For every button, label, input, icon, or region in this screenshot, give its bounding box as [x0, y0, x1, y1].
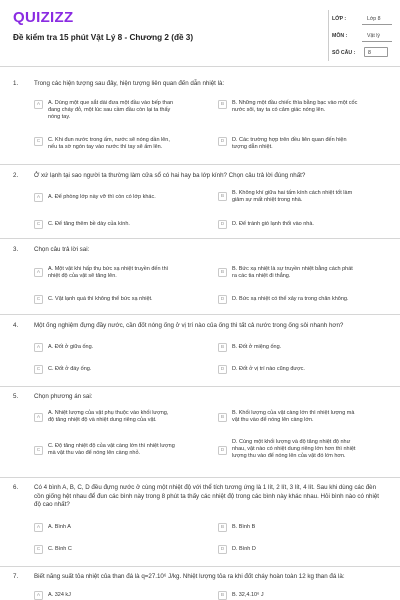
meta-underline: [362, 24, 392, 25]
option-text: C. Bình C: [48, 546, 72, 552]
option-letter: C: [34, 137, 43, 146]
quizizz-logo: QUIZIZZ: [13, 9, 74, 26]
option-d[interactable]: [218, 295, 393, 307]
option-letter: B: [218, 591, 227, 600]
question-text: Ở xứ lạnh tại sao người ta thường làm cửa sổ có hai hay ba lớp kính? Chọn câu trả lời đúng nhất?: [34, 172, 306, 179]
option-c[interactable]: [34, 365, 214, 377]
option-text: C. Vật lạnh quá thì không thể bức xạ nhiệt.: [48, 296, 153, 302]
question-divider: [0, 164, 400, 165]
option-letter: A: [34, 100, 43, 109]
option-a[interactable]: [34, 100, 214, 126]
option-b[interactable]: [218, 190, 393, 208]
option-b[interactable]: [218, 410, 393, 428]
option-text: D. Bức xạ nhiệt có thể xảy ra trong chân không.: [232, 296, 349, 302]
option-letter: C: [34, 446, 43, 455]
question-divider: [0, 477, 400, 478]
option-text: A. Bình A: [48, 524, 71, 530]
meta-label: SỐ CÂU :: [332, 50, 356, 56]
option-letter: B: [218, 268, 227, 277]
option-d[interactable]: [218, 137, 393, 157]
question-text: Chọn câu trả lời sai:: [34, 246, 90, 253]
option-text: D. Các trường hợp trên đều liên quan đến hiện tượng dẫn nhiệt.: [232, 137, 347, 151]
question-number: 6.: [13, 484, 19, 491]
option-text: A. 324 kJ: [48, 592, 71, 598]
option-letter: A: [34, 268, 43, 277]
option-d[interactable]: [218, 220, 393, 232]
meta-underline: [362, 41, 392, 42]
option-a[interactable]: [34, 343, 214, 355]
option-b[interactable]: [218, 343, 393, 355]
question-divider: [0, 314, 400, 315]
option-a[interactable]: [34, 266, 214, 284]
option-letter: A: [34, 591, 43, 600]
option-text: D. Để tránh gió lạnh thổi vào nhà.: [232, 221, 314, 227]
option-c[interactable]: [34, 137, 214, 157]
option-c[interactable]: [34, 545, 214, 557]
option-letter: B: [218, 100, 227, 109]
question-number: 3.: [13, 246, 19, 253]
option-text: C. Đốt ở đáy ống.: [48, 366, 92, 372]
meta-subject-row: [328, 27, 392, 44]
meta-value: 8: [368, 50, 371, 56]
option-letter: B: [218, 343, 227, 352]
option-letter: A: [34, 523, 43, 532]
option-text: B. Những một đầu chiếc thìa bằng bạc vào một cốc nước sôi, tay ta có cảm giác nóng lên.: [232, 100, 358, 114]
page-title: Đề kiểm tra 15 phút Vật Lý 8 - Chương 2 (đề 3): [13, 33, 194, 42]
option-letter: B: [218, 413, 227, 422]
option-letter: C: [34, 545, 43, 554]
option-text: B. Bức xạ nhiệt là sự truyền nhiệt bằng cách phát ra các tia nhiệt đi thẳng.: [232, 266, 353, 280]
option-text: B. 32,4.10⁶ J: [232, 592, 264, 598]
meta-label: LỚP :: [332, 16, 347, 22]
option-text: A. Dùng một que sắt dài đưa một đầu vào bếp than đang cháy đỏ, một lúc sau cầm đầu còn lại ta thấy nóng tay.: [48, 100, 174, 121]
question-number: 7.: [13, 573, 19, 580]
question-text: Chọn phương án sai:: [34, 393, 93, 400]
question-text: Một ống nghiệm đựng đầy nước, cần đốt nóng ống ở vị trí nào của ống thì tất cả nước trong ống sôi nhanh hơn?: [34, 322, 344, 329]
question-number: 4.: [13, 322, 19, 329]
option-letter: C: [34, 295, 43, 304]
option-letter: B: [218, 523, 227, 532]
option-letter: C: [34, 365, 43, 374]
question-number: 5.: [13, 393, 19, 400]
option-text: B. Bình B: [232, 524, 256, 530]
question-text: Có 4 bình A, B, C, D đều đựng nước ở cùng một nhiệt độ với thể tích tương ứng là 1 lít, 2 lít, 3 lít, 4 lít. Sau khi dùng các đèn cồn giống hệt nhau để đun các bình này trong 8 phút ta thấy các nhiệt độ trong các bình này khác nhau. Hỏi bình nào có nhiệt độ cao nhất?: [34, 484, 380, 508]
option-text: A. Để phòng lớp này vỡ thì còn có lớp khác.: [48, 194, 156, 200]
option-b[interactable]: [218, 266, 393, 284]
option-letter: A: [34, 413, 43, 422]
option-text: A. Nhiệt lượng của vật phụ thuộc vào khối lượng, độ tăng nhiệt độ và nhiệt dung riêng của vật.: [48, 410, 169, 424]
option-text: C. Độ tăng nhiệt độ của vật càng lớn thì nhiệt lượng mà vật thu vào để nóng lên càng nhỏ.: [48, 443, 175, 457]
option-text: B. Không khí giữa hai tấm kính cách nhiệt tốt làm giảm sự mất nhiệt trong nhà.: [232, 190, 353, 204]
option-text: D. Bình D: [232, 546, 256, 552]
option-text: C. Khi đun nước trong ấm, nước sẽ nóng dần lên, nếu ta sờ ngón tay vào nước thì tay sẽ ấm lên.: [48, 137, 170, 151]
meta-value: Vật lý: [367, 33, 380, 39]
option-a[interactable]: [34, 193, 214, 205]
option-letter: A: [34, 343, 43, 352]
question-count-box: [364, 47, 388, 57]
option-b[interactable]: [218, 591, 393, 600]
option-letter: B: [218, 192, 227, 201]
worksheet-header: [0, 0, 400, 66]
meta-count-row: [328, 44, 392, 61]
option-letter: D: [218, 137, 227, 146]
option-text: A. Đốt ở giữa ống.: [48, 344, 94, 350]
question-number: 2.: [13, 172, 19, 179]
option-d[interactable]: [218, 545, 393, 557]
option-letter: C: [34, 220, 43, 229]
option-c[interactable]: [34, 220, 214, 232]
question-divider: [0, 386, 400, 387]
header-divider: [0, 66, 400, 67]
question-divider: [0, 566, 400, 567]
option-b[interactable]: [218, 523, 393, 535]
meta-value: Lớp 8: [367, 16, 381, 22]
option-c[interactable]: [34, 295, 214, 307]
option-letter: D: [218, 365, 227, 374]
meta-label: MÔN :: [332, 33, 348, 39]
option-d[interactable]: [218, 439, 393, 465]
option-b[interactable]: [218, 100, 393, 126]
option-c[interactable]: [34, 443, 214, 461]
question-text: Trong các hiện tượng sau đây, hiện tượng liên quan đến dẫn nhiệt là:: [34, 80, 225, 87]
question-divider: [0, 238, 400, 239]
option-text: D. Cùng một khối lượng và độ tăng nhiệt độ như nhau, vật nào có nhiệt dung riêng lớn hơn thì nhiệt lượng thu vào để nóng lên của vật đó lớn hơn.: [232, 439, 356, 460]
option-letter: D: [218, 446, 227, 455]
option-letter: D: [218, 220, 227, 229]
option-a[interactable]: [34, 591, 214, 600]
option-a[interactable]: [34, 410, 214, 428]
question-number: 1.: [13, 80, 19, 87]
question-text: Biết năng suất tỏa nhiệt của than đá là q=27.10⁶ J/kg. Nhiệt lượng tỏa ra khi đốt cháy hoàn toàn 12 kg than đá là:: [34, 573, 345, 580]
option-text: B. Khối lượng của vật càng lớn thì nhiệt lượng mà vật thu vào để nóng lên càng lớn.: [232, 410, 355, 424]
option-letter: D: [218, 295, 227, 304]
option-text: B. Đốt ở miệng ống.: [232, 344, 282, 350]
meta-box: [328, 10, 392, 61]
option-text: C. Để tăng thêm bề dày của kính.: [48, 221, 130, 227]
meta-class-row: [328, 10, 392, 27]
option-letter: A: [34, 193, 43, 202]
option-a[interactable]: [34, 523, 214, 535]
option-text: D. Đốt ở vị trí nào cũng được.: [232, 366, 305, 372]
option-d[interactable]: [218, 365, 393, 377]
option-text: A. Một vật khi hấp thụ bức xạ nhiệt truyền đến thì nhiệt độ của vật sẽ tăng lên.: [48, 266, 169, 280]
option-letter: D: [218, 545, 227, 554]
